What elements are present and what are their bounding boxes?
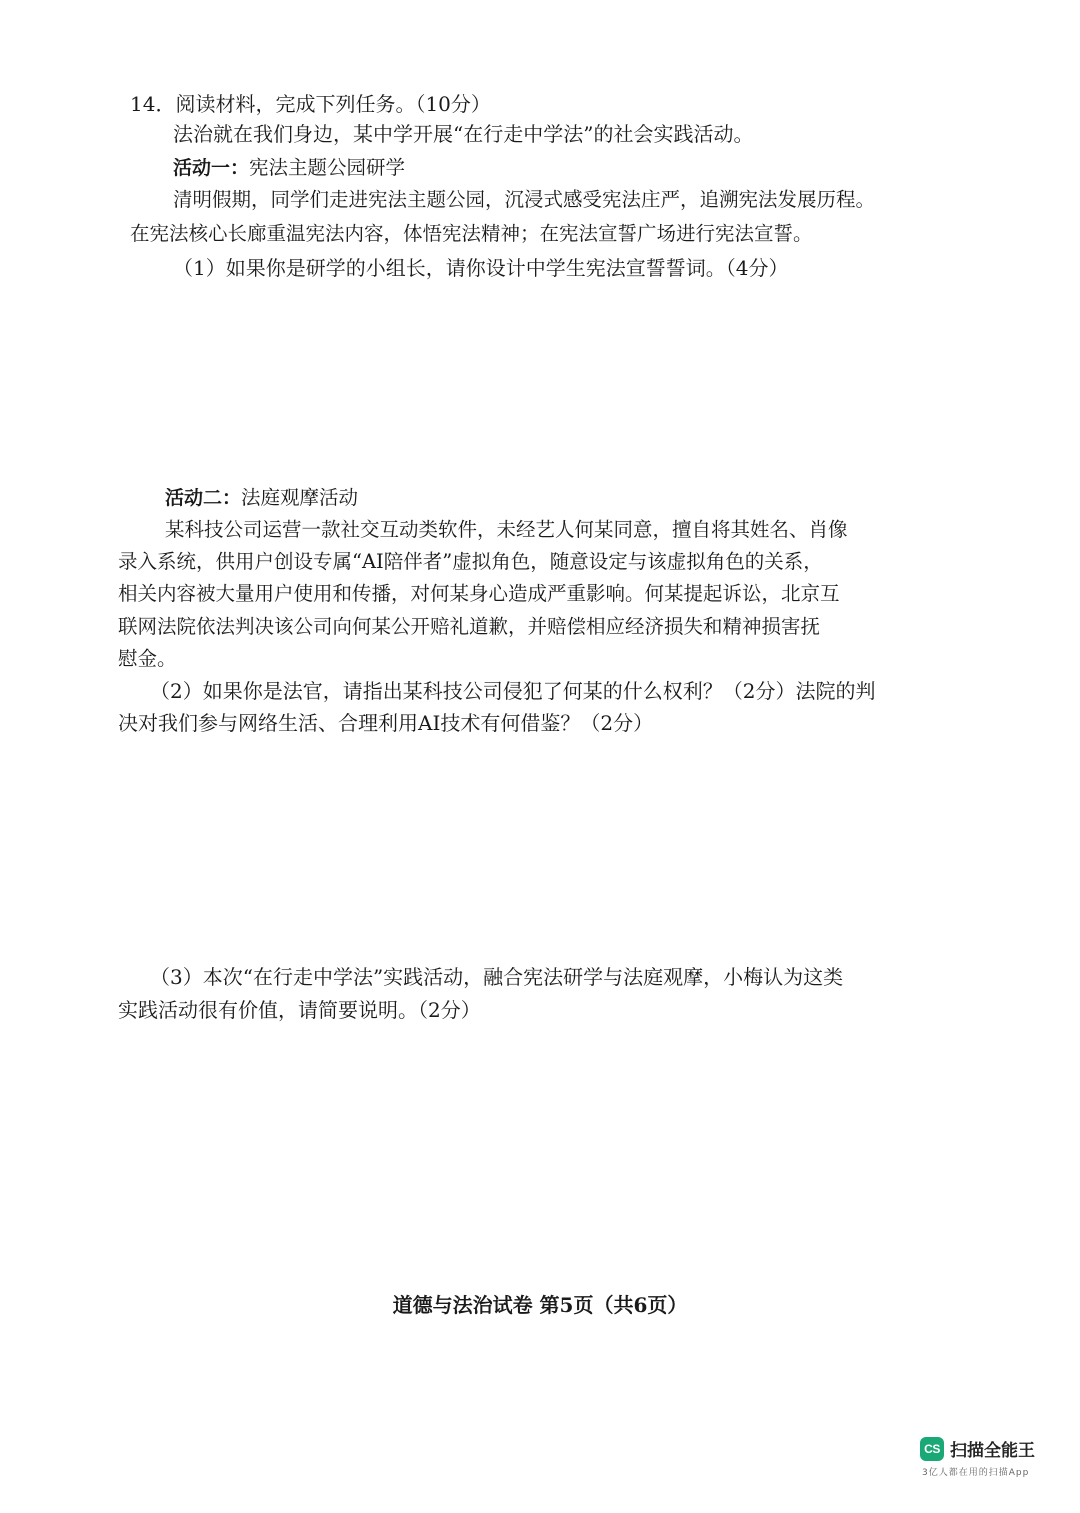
activity1-line: 清明假期，同学们走进宪法主题公园，沉浸式感受宪法庄严，追溯宪法发展历程。 — [173, 188, 876, 211]
scanner-app-name: 扫描全能王 — [950, 1441, 1035, 1461]
question-3-line1: （3）本次“在行走中学法”实践活动，融合宪法研学与法庭观摩，小梅认为这类 — [150, 965, 844, 989]
scanner-tagline: 3亿人都在用的扫描App — [922, 1468, 1030, 1478]
activity2-label: 活动二： — [165, 487, 242, 509]
activity2-line: 相关内容被大量用户使用和传播，对何某身心造成严重影响。何某提起诉讼，北京互 — [118, 582, 840, 605]
question-3-line2: 实践活动很有价值，请简要说明。（2分） — [118, 998, 481, 1022]
activity2-topic: 法庭观摩活动 — [241, 486, 359, 509]
scanner-watermark — [920, 1436, 1035, 1461]
activity1-label: 活动一： — [173, 157, 250, 179]
activity2-line: 录入系统，供用户创设专属“AI陪伴者”虚拟角色，随意设定与该虚拟角色的关系， — [118, 550, 823, 573]
activity1-title — [173, 153, 405, 182]
activity2-line: 某科技公司运营一款社交互动类软件，未经艺人何某同意，擅自将其姓名、肖像 — [165, 518, 848, 541]
question-2-line2: 决对我们参与网络生活、合理利用AI技术有何借鉴？（2分） — [118, 711, 654, 735]
question-heading: 14．阅读材料，完成下列任务。（10分） — [130, 92, 491, 116]
question-intro: 法治就在我们身边，某中学开展“在行走中学法”的社会实践活动。 — [173, 122, 754, 146]
activity1-topic: 宪法主题公园研学 — [249, 156, 406, 179]
question-2-line1: （2）如果你是法官，请指出某科技公司侵犯了何某的什么权利？（2分）法院的判 — [150, 679, 876, 703]
activity1-line: 在宪法核心长廊重温宪法内容，体悟宪法精神；在宪法宣誓广场进行宪法宣誓。 — [130, 222, 813, 245]
activity2-line: 慰金。 — [118, 647, 177, 670]
activity2-title — [165, 483, 358, 512]
camscanner-logo-icon: CS — [920, 1437, 944, 1461]
question-1: （1）如果你是研学的小组长，请你设计中学生宪法宣誓誓词。（4分） — [173, 256, 789, 280]
activity2-line: 联网法院依法判决该公司向何某公开赔礼道歉，并赔偿相应经济损失和精神损害抚 — [118, 615, 821, 638]
page-footer: 道德与法治试卷 第5页（共6页） — [392, 1293, 688, 1317]
